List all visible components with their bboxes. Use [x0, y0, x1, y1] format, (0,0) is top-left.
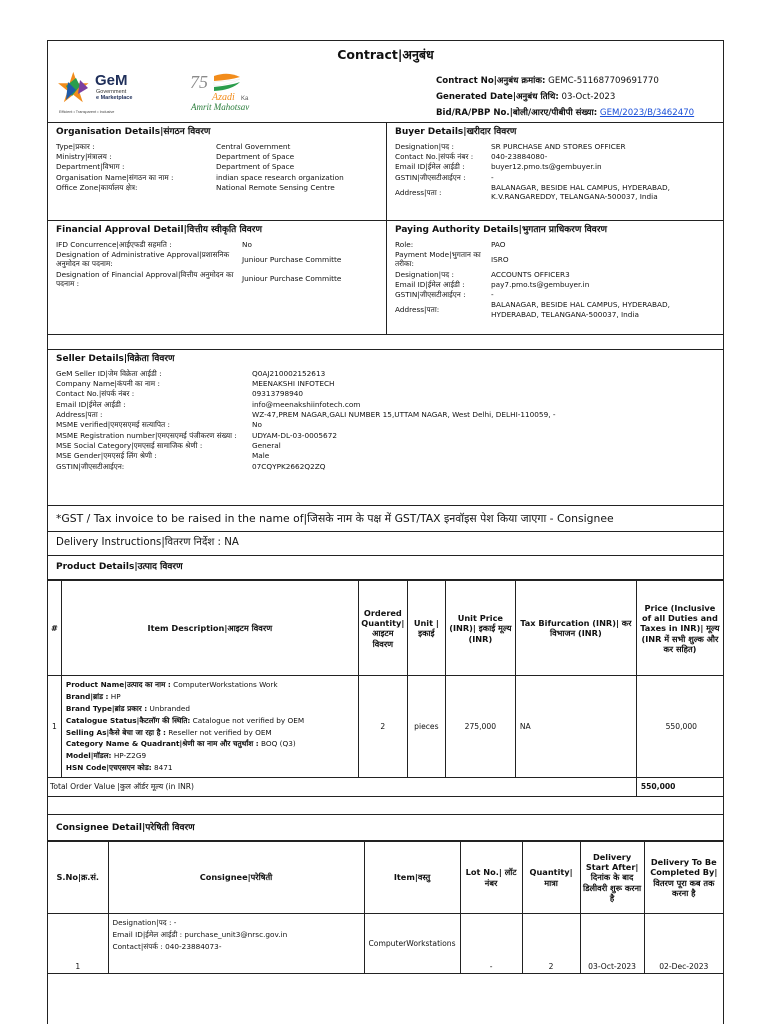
fin-row-admin: Designation of Administrative Approval|प्रशासनिक अनुमोदन का पदनाम: Juniour Purchase Committe — [56, 250, 342, 269]
desc-brand: Brand|ब्रांड : HP — [65, 692, 121, 702]
delivery-instructions: Delivery Instructions|वितरण निर्देश : NA — [48, 532, 723, 556]
consignee-title: Consignee Detail|परेषिती विवरण — [56, 822, 195, 833]
gem-sub1: Government — [96, 89, 127, 95]
consignee-item: ComputerWorkstations — [364, 914, 460, 974]
desc-product-name: Product Name|उत्पाद का नाम : ComputerWorkstations Work — [65, 680, 278, 690]
desc-selling-as: Selling As|कैसे बेचा जा रहा है : Reseller not verified by OEM — [65, 727, 272, 737]
pay-row-gstin: GSTIN|जीएसटीआईएन : - — [395, 290, 494, 300]
consignee-title-row — [48, 815, 723, 841]
col-desc: Item Description|आइटम विवरण — [61, 581, 358, 676]
col-unit: Unit | इकाई — [407, 581, 445, 676]
product-title-row — [48, 556, 723, 580]
desc-hsn: HSN Code|एचएसएन कोड: 8471 — [65, 763, 173, 773]
col-lot: Lot No.| लॉट नंबर — [460, 842, 522, 914]
product-price: 275,000 — [445, 676, 515, 777]
generated-date-label: Generated Date|अनुबंध तिथि: — [436, 92, 559, 102]
col-consignee: Consignee|परेषिती — [108, 842, 364, 914]
spacer-row-2 — [48, 797, 723, 815]
buyer-row-email: Email ID|ईमेल आईडी : buyer12.pmo.ts@gembuyer.in — [395, 162, 602, 172]
amrit-mahotsav-word: Amrit Mahotsav — [191, 102, 250, 112]
contract-no-label: Contract No|अनुबंध क्रमांक: — [436, 76, 546, 86]
col-delivery-start: Delivery Start After| दिनांक के बाद डिलीवरी शुरू करना है — [580, 842, 644, 914]
org-row-zone: Office Zone|कार्यालय क्षेत्र: National Remote Sensing Centre — [56, 183, 335, 193]
gem-star-icon — [58, 72, 88, 102]
seller-row-address: Address|पता : WZ-47,PREM NAGAR,GALI NUMBER 15,UTTAM NAGAR, West Delhi, DELHI-110059, - — [56, 410, 556, 420]
gst-note: *GST / Tax invoice to be raised in the name of|जिसके नाम के पक्ष में GST/TAX इनवॉइस पेश किया जाएगा - Consignee — [48, 506, 723, 532]
paying-table — [395, 239, 715, 319]
org-row-ministry: Ministry|मंत्रालय : Department of Space — [56, 152, 295, 162]
buyer-title: Buyer Details|खरीदार विवरण — [395, 127, 517, 137]
financial-approval-details — [48, 221, 386, 334]
organisation-title: Organisation Details|संगठन विवरण — [56, 127, 211, 137]
seller-row-msme-verified: MSME verified|एमएसएमई सत्यापित : No — [56, 420, 262, 430]
azadi-75: 75 — [190, 72, 208, 92]
product-unit: pieces — [407, 676, 445, 777]
seller-row-gender: MSE Gender|एमएसई लिंग श्रेणी : Male — [56, 451, 270, 461]
consignee-email: Email ID|ईमेल आईडी : purchase_unit3@nrsc.gov.in — [112, 929, 288, 939]
buyer-row-gstin: GSTIN|जीएसटीआईएन : - — [395, 172, 494, 182]
seller-table — [56, 368, 715, 471]
seller-row-id: GeM Seller ID|जेम विक्रेता आईडी : Q0AJ210002152613 — [56, 368, 326, 378]
fin-row-ifd: IFD Concurrence|आईएफडी सहमति : No — [56, 239, 252, 249]
pay-row-address: Address|पता: BALANAGAR, BESIDE HAL CAMPUS, HYDERABAD, HYDERABAD, TELANGANA-500037, India — [395, 300, 670, 319]
col-sno: S.No|क्र.सं. — [48, 842, 108, 914]
buyer-details — [386, 123, 723, 220]
consignee-designation: Designation|पद : - — [112, 918, 177, 928]
desc-category: Category Name & Quadrant|श्रेणी का नाम और चतुर्थांश : BOQ (Q3) — [65, 739, 296, 749]
bid-no-link[interactable]: GEM/2023/B/3462470 — [599, 108, 695, 118]
consignee-delivery-complete: 02-Dec-2023 — [644, 914, 723, 974]
page-title: Contract|अनुबंध — [337, 47, 434, 62]
total-order-row — [48, 777, 723, 796]
pay-row-mode: Payment Mode|भुगतान का तरीका: ISRO — [395, 250, 509, 269]
fin-row-financial: Designation of Financial Approval|वित्तीय अनुमोदन का पदनाम : Juniour Purchase Committe — [56, 269, 342, 288]
organisation-buyer-section — [48, 123, 723, 221]
paying-title: Paying Authority Details|भुगतान प्राधिकरण विवरण — [395, 225, 608, 235]
pay-row-email: Email ID|ईमेल आईडी : pay7.pmo.ts@gembuyer.in — [395, 279, 590, 289]
org-row-name: Organisation Name|संगठन का नाम : indian space research organization — [56, 172, 344, 182]
product-table — [48, 580, 723, 796]
gem-logo — [58, 68, 153, 116]
azadi-ka-amrit-mahotsav-logo — [188, 71, 288, 113]
consignee-table — [48, 841, 723, 974]
consignee-lot: - — [460, 914, 522, 974]
organisation-details — [48, 123, 386, 220]
contract-info — [436, 73, 694, 121]
consignee-row: 1 Designation|पद : - Email ID|ईमेल आईडी : purchase_unit3@nrsc.gov.in Contact|संपर्क : 040-23884073- ComputerWorkstations - 2 03-Oct-2023 02-Dec-2023 — [48, 914, 723, 974]
buyer-table — [395, 141, 715, 202]
product-title: Product Details|उत्पाद विवरण — [56, 562, 183, 573]
gem-sub2: e Marketplace — [96, 95, 133, 101]
desc-catalogue-status: Catalogue Status|कैटलॉग की स्थिति: Catalogue not verified by OEM — [65, 715, 305, 725]
pay-row-designation: Designation|पद : ACCOUNTS OFFICER3 — [395, 269, 570, 279]
gem-tagline: Efficient • Transparent • Inclusive — [59, 110, 115, 114]
product-tax: NA — [515, 676, 636, 777]
pay-row-role: Role: PAO — [395, 239, 506, 249]
consignee-delivery-start: 03-Oct-2023 — [580, 914, 644, 974]
product-header-row — [48, 581, 723, 676]
seller-row-contact: Contact No.|संपर्क नंबर : 09313798940 — [56, 389, 304, 399]
seller-details — [48, 350, 723, 505]
product-total: 550,000 — [636, 676, 723, 777]
col-num: # — [48, 581, 61, 676]
col-price: Unit Price (INR)| इकाई मूल्य (INR) — [445, 581, 515, 676]
col-tax: Tax Bifurcation (INR)| कर विभाजन (INR) — [515, 581, 636, 676]
bid-no-label: Bid/RA/PBP No.|बोली/आरए/पीबीपी संख्या: — [436, 108, 598, 118]
seller-row-gstin: GSTIN|जीएसटीआईएन: 07CQYPK2662Q2ZQ — [56, 461, 326, 471]
col-total: Price (Inclusive of all Duties and Taxes in INR)| मूल्य (INR में सभी शुल्क और कर सहित) — [636, 581, 723, 676]
consignee-info — [108, 914, 364, 974]
gem-name: GeM — [95, 72, 128, 89]
buyer-row-contact: Contact No.|संपर्क नंबर : 040-23884080- — [395, 152, 548, 162]
total-order-label: Total Order Value |कुल ऑर्डर मूल्य (in INR) — [48, 777, 636, 796]
seller-row-company: Company Name|कंपनी का नाम : MEENAKSHI INFOTECH — [56, 379, 335, 389]
desc-model: Model|मॉडल: HP-Z2G9 — [65, 751, 147, 761]
seller-section — [48, 350, 723, 506]
azadi-ka: Ka — [241, 96, 249, 102]
generated-date: 03-Oct-2023 — [561, 92, 616, 102]
col-quantity: Quantity|मात्रा — [522, 842, 580, 914]
azadi-word: Azadi — [212, 92, 235, 103]
total-order-value: 550,000 — [636, 777, 723, 796]
col-qty: Ordered Quantity|आइटम विवरण — [358, 581, 407, 676]
financial-title: Financial Approval Detail|वित्तीय स्वीकृति विवरण — [56, 225, 262, 235]
buyer-row-designation: Designation|पद : SR PURCHASE AND STORES OFFICER — [395, 141, 626, 151]
buyer-row-address: Address|पता : BALANAGAR, BESIDE HAL CAMPUS, HYDERABAD, K.V.RANGAREDDY, TELANGANA-500037, India — [395, 183, 670, 202]
product-row: 1 Product Name|उत्पाद का नाम : ComputerWorkstations Work Brand|ब्रांड : HP Brand Type|ब्रांड प्रकार : Unbranded Catalogue Status|कैटलॉग की स्थिति: Catalogue not verified by OEM Selling As|कैसे बेचा जा रहा है : Reseller not verified by OEM Category Name & Quadrant|श्रेणी का नाम और चतुर्थांश : BOQ (Q3) Model|मॉडल: HP-Z2G9 HSN Code|एचएसएन कोड: 8471 2 pieces 275,000 NA 550,000 — [48, 676, 723, 777]
seller-row-social: MSE Social Category|एमएसई सामाजिक श्रेणी : General — [56, 440, 281, 450]
desc-brand-type: Brand Type|ब्रांड प्रकार : Unbranded — [65, 704, 190, 714]
product-description — [61, 676, 358, 777]
seller-row-email: Email ID|ईमेल आईडी : info@meenakshiinfotech.com — [56, 399, 361, 409]
tricolour-flag-icon — [214, 74, 240, 91]
org-row-type: Type|प्रकार : Central Government — [56, 141, 291, 151]
contract-header — [48, 41, 723, 123]
financial-table — [56, 239, 378, 288]
consignee-header-row — [48, 842, 723, 914]
seller-title: Seller Details|विक्रेता विवरण — [56, 354, 175, 364]
contract-document — [47, 40, 724, 1024]
consignee-qty: 2 — [522, 914, 580, 974]
spacer-row — [48, 335, 723, 350]
financial-paying-section — [48, 221, 723, 335]
seller-row-msme-reg: MSME Registration number|एमएसएमई पंजीकरण संख्या : UDYAM-DL-03-0005672 — [56, 430, 337, 440]
org-row-department: Department|विभाग : Department of Space — [56, 162, 295, 172]
col-delivery-complete: Delivery To Be Completed By| वितरण पूरा कब तक करना है — [644, 842, 723, 914]
consignee-contact: Contact|संपर्क : 040-23884073- — [112, 941, 222, 951]
col-item: Item|वस्तु — [364, 842, 460, 914]
paying-authority-details — [386, 221, 723, 334]
contract-no: GEMC-511687709691770 — [548, 76, 659, 86]
product-qty: 2 — [358, 676, 407, 777]
organisation-table — [56, 141, 378, 192]
